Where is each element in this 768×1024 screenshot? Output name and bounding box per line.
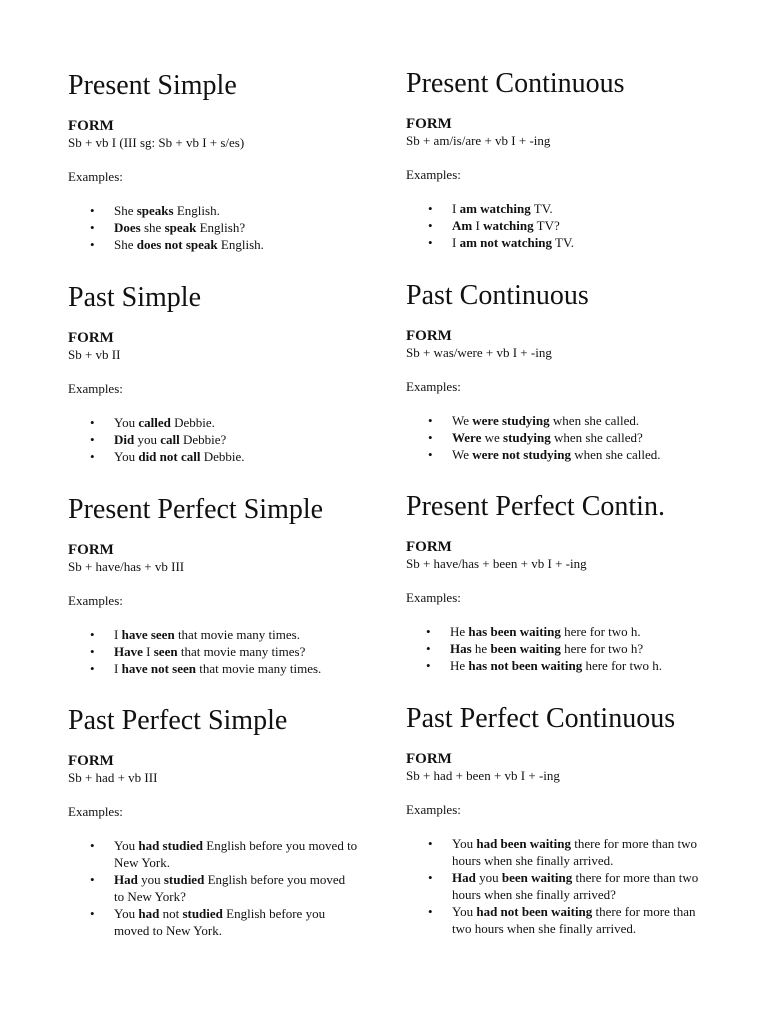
example-emphasis: speaks	[136, 203, 174, 218]
form-text: Sb + had + been + vb I + -ing	[406, 768, 560, 783]
example-emphasis: Has	[450, 641, 472, 656]
example-text: when she called.	[570, 447, 661, 462]
section-title: Past Continuous	[406, 280, 589, 311]
example-text: We	[452, 413, 473, 428]
example-text: there for more than two hours when she finally arrived.	[452, 904, 696, 936]
section-title: Present Simple	[68, 70, 237, 101]
example-emphasis: does not speak	[136, 237, 218, 252]
examples-list	[68, 202, 368, 253]
example-item	[68, 448, 368, 465]
section-title: Present Continuous	[406, 68, 625, 99]
example-emphasis: Am	[452, 218, 473, 233]
examples-label: Examples:	[406, 590, 461, 605]
example-item	[406, 217, 736, 234]
example-emphasis: were not studying	[472, 447, 571, 462]
example-emphasis: am not watching	[459, 235, 553, 250]
example-emphasis: Does	[114, 220, 141, 235]
example-emphasis: had studied	[138, 838, 204, 853]
example-text: here for two h.	[582, 658, 662, 673]
examples-label: Examples:	[406, 379, 461, 394]
section-title: Present Perfect Simple	[68, 494, 324, 525]
example-text: that movie many times.	[195, 661, 322, 676]
example-item	[406, 429, 736, 446]
example-text: TV.	[552, 235, 574, 250]
examples-label: Examples:	[406, 167, 461, 182]
example-text: English before you moved to New York.	[114, 906, 326, 938]
example-item	[68, 660, 368, 677]
example-text: that movie many times.	[174, 627, 300, 642]
example-text: You	[114, 906, 139, 921]
example-emphasis: studied	[163, 872, 205, 887]
examples-list	[68, 414, 368, 465]
form-text: Sb + had + vb III	[68, 770, 158, 785]
example-text: we	[481, 430, 504, 445]
example-text: English before you moved to New York.	[114, 838, 358, 870]
examples-label: Examples:	[406, 802, 461, 817]
example-item	[406, 412, 736, 429]
example-item	[68, 202, 368, 219]
example-item	[68, 871, 358, 905]
form-label: FORM	[68, 330, 114, 346]
form-text: Sb + am/is/are + vb I + -ing	[406, 133, 551, 148]
example-emphasis: have seen	[121, 627, 175, 642]
example-emphasis: Were	[452, 430, 482, 445]
example-text: English before you moved to New York?	[114, 872, 346, 904]
example-emphasis: studied	[182, 906, 223, 921]
example-emphasis: had	[138, 906, 160, 921]
example-item	[68, 431, 368, 448]
example-text: English.	[173, 203, 220, 218]
example-text: You	[452, 904, 477, 919]
example-text: I	[452, 201, 460, 216]
example-emphasis: am watching	[459, 201, 531, 216]
example-emphasis: studying	[503, 430, 551, 445]
examples-list	[68, 837, 358, 939]
example-emphasis: has been waiting	[468, 624, 561, 639]
example-text: Debbie.	[200, 449, 245, 464]
example-text: I	[114, 627, 122, 642]
form-text: Sb + was/were + vb I + -ing	[406, 345, 552, 360]
examples-label: Examples:	[68, 593, 123, 608]
example-item	[68, 414, 368, 431]
example-emphasis: Did	[114, 432, 135, 447]
example-item	[68, 236, 368, 253]
section-past-continuous	[406, 280, 736, 463]
example-emphasis: call	[160, 432, 180, 447]
examples-list	[406, 200, 736, 251]
example-text: I	[114, 661, 122, 676]
example-text: TV.	[530, 201, 553, 216]
example-item	[68, 905, 358, 939]
example-text: I	[452, 235, 460, 250]
example-emphasis: were studying	[472, 413, 550, 428]
example-item	[406, 200, 736, 217]
example-text: She	[114, 237, 137, 252]
example-text: there for more than two hours when she finally arrived?	[452, 870, 699, 902]
section-present-simple	[68, 70, 368, 253]
example-emphasis: Had	[452, 870, 476, 885]
example-emphasis: had not been waiting	[476, 904, 593, 919]
section-title: Past Simple	[68, 282, 202, 313]
example-text: Debbie.	[170, 415, 215, 430]
form-label: FORM	[68, 542, 114, 558]
section-title: Past Perfect Continuous	[406, 703, 676, 734]
example-emphasis: called	[138, 415, 171, 430]
example-item	[68, 643, 368, 660]
example-item	[406, 446, 736, 463]
example-text: here for two h.	[560, 624, 641, 639]
section-present-perfect-continuous	[406, 491, 736, 674]
example-emphasis: did not call	[138, 449, 201, 464]
section-present-perfect-simple	[68, 494, 368, 677]
example-text: He	[450, 658, 469, 673]
example-text: You	[114, 449, 139, 464]
form-label: FORM	[68, 753, 114, 769]
example-text: She	[114, 203, 137, 218]
example-emphasis: Have	[114, 644, 143, 659]
example-emphasis: watching	[483, 218, 534, 233]
examples-label: Examples:	[68, 381, 123, 396]
example-text: not	[159, 906, 183, 921]
example-item	[406, 835, 716, 869]
example-text: You	[114, 838, 139, 853]
form-label: FORM	[406, 539, 452, 555]
example-item	[68, 626, 368, 643]
section-past-perfect-simple	[68, 705, 368, 939]
examples-list	[406, 623, 736, 674]
example-item	[68, 219, 368, 236]
example-text: that movie many times?	[177, 644, 306, 659]
example-emphasis: speak	[164, 220, 197, 235]
section-present-continuous	[406, 68, 736, 251]
section-past-simple	[68, 282, 368, 465]
example-text: Debbie?	[179, 432, 227, 447]
example-item	[406, 623, 736, 640]
example-item	[406, 657, 736, 674]
examples-list	[68, 626, 368, 677]
examples-label: Examples:	[68, 169, 123, 184]
example-text: He	[450, 624, 469, 639]
example-item	[68, 837, 358, 871]
example-emphasis: had been waiting	[476, 836, 571, 851]
example-text: you	[137, 872, 164, 887]
example-text: you	[475, 870, 502, 885]
section-title: Present Perfect Contin.	[406, 491, 665, 522]
form-label: FORM	[406, 116, 452, 132]
form-text: Sb + vb I (III sg: Sb + vb I + s/es)	[68, 135, 245, 150]
example-item	[406, 869, 716, 903]
form-label: FORM	[406, 751, 452, 767]
example-text: he	[471, 641, 491, 656]
example-emphasis: been waiting	[501, 870, 573, 885]
examples-label: Examples:	[68, 804, 123, 819]
example-text: when she called?	[550, 430, 643, 445]
form-text: Sb + vb II	[68, 347, 121, 362]
example-text: English?	[196, 220, 246, 235]
example-item	[406, 640, 736, 657]
example-text: I	[142, 644, 154, 659]
example-text: here for two h?	[560, 641, 644, 656]
example-text: You	[452, 836, 477, 851]
example-text: you	[134, 432, 161, 447]
example-text: TV?	[533, 218, 560, 233]
example-emphasis: Had	[114, 872, 138, 887]
section-past-perfect-continuous	[406, 703, 736, 937]
example-text: when she called.	[549, 413, 640, 428]
example-text: I	[472, 218, 484, 233]
example-text: she	[140, 220, 165, 235]
form-label: FORM	[68, 118, 114, 134]
example-item	[406, 234, 736, 251]
examples-list	[406, 412, 736, 463]
example-text: there for more than two hours when she finally arrived.	[452, 836, 697, 868]
example-text: We	[452, 447, 473, 462]
form-text: Sb + have/has + vb III	[68, 559, 185, 574]
example-text: You	[114, 415, 139, 430]
form-text: Sb + have/has + been + vb I + -ing	[406, 556, 587, 571]
section-title: Past Perfect Simple	[68, 705, 288, 736]
example-text: English.	[217, 237, 264, 252]
form-label: FORM	[406, 328, 452, 344]
example-emphasis: seen	[153, 644, 178, 659]
examples-list	[406, 835, 716, 937]
example-emphasis: have not seen	[121, 661, 196, 676]
example-emphasis: been waiting	[490, 641, 561, 656]
example-emphasis: has not been waiting	[468, 658, 583, 673]
example-item	[406, 903, 716, 937]
